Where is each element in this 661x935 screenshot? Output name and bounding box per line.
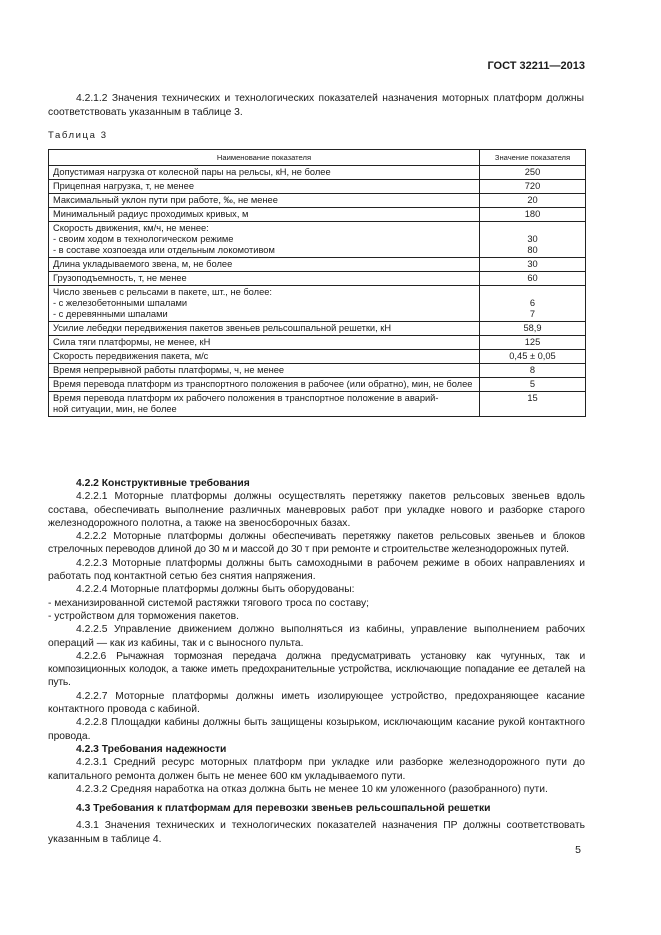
section-title-4-2-3: 4.2.3 Требования надежности (76, 743, 227, 755)
indicator-value-cell (480, 180, 586, 194)
indicator-value-cell (480, 336, 586, 350)
indicator-name-line: Прицепная нагрузка, т, не менее (53, 181, 194, 191)
clause-4-2-2-8: 4.2.2.8 Площадки кабины должны быть защищены козырьком, исключающим касание рукой контактного провода. (48, 717, 585, 742)
indicator-name-line: Время перевода платформ их рабочего положения в транспортное положение в аварий- (53, 393, 439, 403)
table-row (49, 166, 586, 180)
indicator-value-cell (480, 286, 586, 322)
indicator-name-line: Скорость передвижения пакета, м/с (53, 351, 209, 361)
indicator-value-cell (480, 194, 586, 208)
indicator-name-cell (49, 392, 480, 417)
clause-4-2-2-7: 4.2.2.7 Моторные платформы должны иметь изолирующее устройство, предохраняющее касание контактного провода с кабиной. (48, 690, 585, 716)
indicator-value-line: 8 (529, 365, 536, 375)
clause-4-2-2-4: 4.2.2.4 Моторные платформы должны быть оборудованы: (76, 584, 355, 596)
indicator-name-line: Допустимая нагрузка от колесной пары на рельсы, кН, не более (53, 167, 331, 177)
indicator-value-line: 58,9 (523, 323, 542, 333)
indicator-name-line: Длина укладываемого звена, м, не более (53, 259, 233, 269)
indicator-value-cell (480, 208, 586, 222)
clause-4-3-1: 4.3.1 Значения технических и технологических показателей назначения ПР должны соответствовать указанным в таблице 4. (48, 820, 585, 845)
indicator-value-line: 7 (529, 309, 536, 319)
indicator-value-cell (480, 322, 586, 336)
indicator-value-line: 250 (524, 167, 541, 177)
table-row (49, 286, 586, 322)
table-row (49, 180, 586, 194)
indicator-name-cell (49, 286, 480, 322)
clause-4-2-3-2: 4.2.3.2 Средняя наработка на отказ должна быть не менее 10 км уложенного (разобранного) пути. (76, 783, 548, 795)
indicator-name-line: - своим ходом в технологическом режиме (53, 234, 234, 244)
clause-4-2-2-6: 4.2.2.6 Рычажная тормозная передача должна предусматривать установку как чугунных, так и композиционных колодок, а также иметь предохранительные устройства, исключающие попадание ее деталей на путь. (48, 650, 585, 689)
table-row (49, 194, 586, 208)
indicator-name-line: Время перевода платформ из транспортного положения в рабочее (или обратно), мин, не более (53, 379, 473, 389)
indicator-name-cell (49, 350, 480, 364)
indicator-name-line: Сила тяги платформы, не менее, кН (53, 337, 211, 347)
table-3 (48, 149, 586, 417)
table-row (49, 258, 586, 272)
clause-4-2-2-4-item-a: - механизированной системой растяжки тягового троса по составу; (48, 597, 370, 609)
indicator-value-line: 30 (527, 259, 538, 269)
indicator-value-line (484, 287, 581, 298)
indicator-value-cell (480, 364, 586, 378)
indicator-value-line: 6 (529, 298, 536, 308)
table-row (49, 222, 586, 258)
clause-4-2-3-1: 4.2.3.1 Средний ресурс моторных платформ при укладке или разборке железнодорожного пути до капитального ремонта должен быть не менее 600 км укладываемого пути. (48, 757, 585, 782)
indicator-name-line: Максимальный уклон пути при работе, ‰, не менее (53, 195, 278, 205)
intro-paragraph: 4.2.1.2 Значения технических и технологических показателей назначения моторных платформ должны соответствовать указанным в таблице 3. (48, 93, 584, 118)
table-row (49, 392, 586, 417)
requirements-text (48, 477, 585, 846)
indicator-name-cell (49, 258, 480, 272)
indicator-value-line: 720 (524, 181, 541, 191)
indicator-name-line: Время непрерывной работы платформы, ч, не менее (53, 365, 285, 375)
table-row (49, 336, 586, 350)
indicator-name-line: Грузоподъемность, т, не менее (53, 273, 187, 283)
indicator-value-line: 180 (524, 209, 541, 219)
indicator-name-cell (49, 180, 480, 194)
indicator-name-cell (49, 222, 480, 258)
indicator-value-cell (480, 222, 586, 258)
indicator-value-line: 30 (527, 234, 538, 244)
indicator-value-line: 125 (524, 337, 541, 347)
indicator-name-line: Число звеньев с рельсами в пакете, шт., не более: (53, 287, 272, 297)
table-row (49, 350, 586, 364)
table-row (49, 378, 586, 392)
indicator-name-line: Усилие лебедки передвижения пакетов звеньев рельсошпальной решетки, кН (53, 323, 392, 333)
table-header-row (49, 150, 586, 166)
indicator-value-cell (480, 392, 586, 417)
indicator-name-cell (49, 378, 480, 392)
indicator-name-line: Минимальный радиус проходимых кривых, м (53, 209, 249, 219)
indicator-name-cell (49, 364, 480, 378)
clause-4-2-2-2: 4.2.2.2 Моторные платформы должны обеспечивать перетяжку пакетов рельсовых звеньев и блоков стрелочных переводов длиной до 30 м и массой до 30 т при ремонте и строительстве железнодорожных путей. (48, 531, 585, 556)
section-title-4-2-2: 4.2.2 Конструктивные требования (76, 478, 250, 489)
indicator-name-cell (49, 194, 480, 208)
indicator-value-line: 60 (527, 273, 538, 283)
indicator-value-cell (480, 166, 586, 180)
indicator-value-cell (480, 350, 586, 364)
indicator-value-line: 15 (527, 393, 538, 403)
indicator-value-line: 80 (527, 245, 538, 255)
table-row (49, 322, 586, 336)
indicator-name-cell (49, 272, 480, 286)
clause-4-2-2-5: 4.2.2.5 Управление движением должно выполняться из кабины, управление выполнением рабочих операций — как из кабины, так и с выносного пульта. (48, 624, 585, 649)
indicator-name-line: Скорость движения, км/ч, не менее: (53, 223, 209, 233)
section-title-4-3: 4.3 Требования к платформам для перевозки звеньев рельсошпальной решетки (76, 803, 491, 815)
indicator-value-cell (480, 378, 586, 392)
indicator-name-line: - с деревянными шпалами (53, 309, 168, 319)
indicator-name-line: ной ситуации, мин, не более (53, 404, 177, 414)
indicator-value-line: 0,45 ± 0,05 (509, 351, 556, 361)
indicator-name-cell (49, 322, 480, 336)
indicator-value-line: 5 (529, 379, 536, 389)
table-row (49, 208, 586, 222)
table-row (49, 364, 586, 378)
clause-4-2-2-4-item-b: - устройством для торможения пакетов. (48, 610, 239, 622)
indicator-value-line: 20 (527, 195, 538, 205)
indicator-value-line (484, 223, 581, 234)
indicator-name-cell (49, 336, 480, 350)
indicator-value-cell (480, 258, 586, 272)
indicator-name-line: - в составе хозпоезда или отдельным локомотивом (53, 245, 275, 255)
clause-4-2-2-1: 4.2.2.1 Моторные платформы должны осуществлять перетяжку пакетов рельсовых звеньев вдоль состава, обеспечивать выполнение различных маневровых работ при укладке нового и разборке старого железнодорожного полотна, а также на звеносборочных базах. (48, 491, 585, 529)
column-header-value: Значение показателя (480, 150, 586, 166)
table-caption: Таблица 3 (48, 130, 108, 141)
clause-4-2-2-3: 4.2.2.3 Моторные платформы должны быть самоходными в рабочем режиме в обоих направлениях и работать под контактной сетью без снятия напряжения. (48, 557, 585, 583)
indicator-value-cell (480, 272, 586, 286)
table-row (49, 272, 586, 286)
column-header-name: Наименование показателя (49, 150, 480, 166)
page-number: 5 (575, 844, 581, 856)
indicator-name-cell (49, 166, 480, 180)
standard-designation: ГОСТ 32211—2013 (487, 60, 585, 72)
indicator-name-line: - с железобетонными шпалами (53, 298, 188, 308)
indicator-name-cell (49, 208, 480, 222)
